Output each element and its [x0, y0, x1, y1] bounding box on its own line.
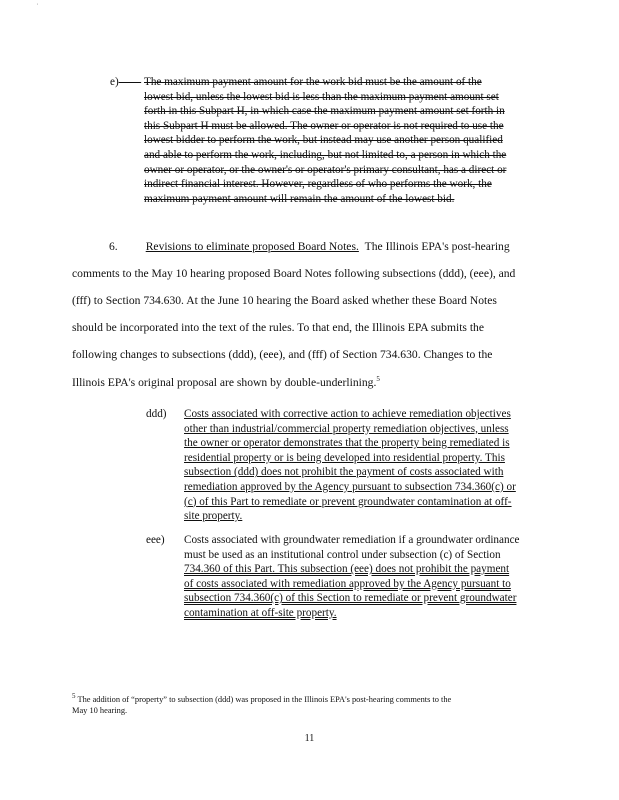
section-6-first-line — [109, 240, 510, 253]
item-e-line: lowest bid, unless the lowest bid is less than the maximum payment amount set — [144, 90, 499, 103]
eee-line: Costs associated with groundwater remediation if a groundwater ordinance — [184, 534, 520, 546]
eee-line: subsection 734.360(c) of this Section to remediate or prevent groundwater — [184, 592, 517, 605]
footnote-line: May 10 hearing. — [72, 705, 128, 715]
item-e-letter: e) — [110, 76, 119, 88]
body-line-text: Illinois EPA's original proposal are shown by double-underlining. — [72, 375, 377, 389]
ddd-line: subsection (ddd) does not prohibit the payment of costs associated with — [184, 466, 504, 479]
eee-line: must be used as an institutional control under subsection (c) of Section — [184, 548, 501, 561]
item-e-line: indirect financial interest. However, regardless of who performs the work, the — [144, 178, 492, 191]
corner-mark: ˙ — [36, 2, 39, 11]
eee-line: 734.360 of this Part. This subsection (eee) does not prohibit the payment — [184, 563, 510, 576]
item-e-line: forth in this Subpart H, in which case the maximum payment amount set forth in — [144, 105, 505, 118]
body-line: should be incorporated into the text of the rules. To that end, the Illinois EPA submits the — [72, 321, 485, 334]
body-line: following changes to subsections (ddd), (eee), and (fff) of Section 734.630. Changes to the — [72, 348, 493, 361]
item-e-line: and able to perform the work, including, but not limited to, a person in which the — [144, 148, 507, 161]
item-e-line: owner or operator, or the owner's or operator's primary consultant, has a direct or — [144, 163, 507, 176]
eee-paragraph — [184, 533, 552, 621]
item-e-line: this Subpart H must be allowed. The owner or operator is not required to use the — [144, 119, 504, 132]
ddd-line: Costs associated with corrective action to achieve remediation objectives — [184, 408, 511, 420]
item-e-label — [110, 75, 141, 90]
ddd-line: the owner or operator demonstrates that the property being remediated is — [184, 437, 510, 450]
item-e-line: maximum payment amount will remain the amount of the lowest bid. — [144, 192, 455, 205]
page-number: 11 — [304, 733, 315, 744]
ddd-line: residential property or is being developed into residential property. This — [184, 451, 505, 464]
eee-line: of costs associated with remediation approved by the Agency pursuant to — [184, 577, 511, 590]
ddd-line: other than industrial/commercial property remediation objectives, unless — [184, 422, 509, 435]
section-heading-continuation: The Illinois EPA's post-hearing — [364, 240, 510, 253]
eee-line: contamination at off-site property. — [184, 606, 337, 619]
ddd-line: (c) of this Part to remediate or prevent groundwater contamination at off- — [184, 495, 512, 508]
body-line: comments to the May 10 hearing proposed Board Notes following subsections (ddd), (eee), and — [72, 267, 516, 280]
eee-label: eee) — [146, 534, 165, 546]
item-e-line: The maximum payment amount for the work bid must be the amount of the — [144, 76, 482, 88]
item-e-line: lowest bidder to perform the work, but instead may use another person qualified — [144, 134, 503, 147]
footnote-reference: 5 — [376, 375, 380, 383]
body-line: (fff) to Section 734.630. At the June 10 hearing the Board asked whether these Board Notes — [72, 294, 497, 307]
footnote-text: The addition of “property” to subsection (ddd) was proposed in the Illinois EPA's post-hearing comments to the — [77, 694, 452, 704]
footnote-marker: 5 — [72, 692, 76, 700]
section-number: 6. — [109, 240, 118, 253]
body-line-last — [72, 375, 380, 389]
item-e-dash: —— — [118, 76, 142, 88]
ddd-line: remediation approved by the Agency pursuant to subsection 734.360(c) or — [184, 480, 516, 493]
footnote — [72, 691, 552, 716]
ddd-line: site property. — [184, 510, 243, 523]
item-e-paragraph — [144, 75, 546, 206]
footnote-line — [72, 691, 552, 705]
ddd-paragraph — [184, 407, 552, 524]
ddd-label: ddd) — [146, 408, 167, 420]
section-heading: Revisions to eliminate proposed Board Notes. — [145, 240, 359, 253]
